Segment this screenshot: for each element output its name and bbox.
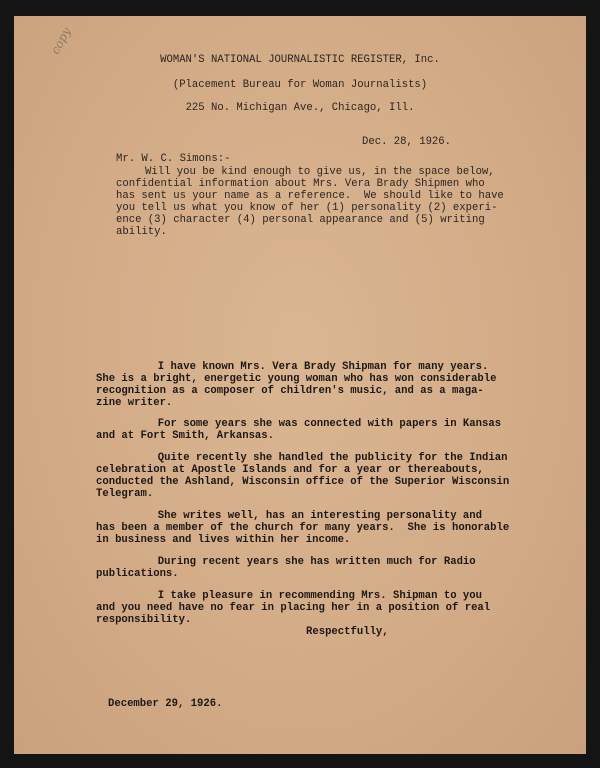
reply-line: and you need have no fear in placing her in a position of real	[96, 602, 491, 614]
reply-line: responsibility.	[96, 614, 192, 626]
reply-line: She writes well, has an interesting personality and	[126, 510, 483, 522]
org-name: WOMAN'S NATIONAL JOURNALISTIC REGISTER, Inc.	[160, 54, 440, 66]
org-subtitle: (Placement Bureau for Woman Journalists)	[172, 79, 428, 91]
request-line: you tell us what you know of her (1) personality (2) experi-	[116, 202, 498, 214]
request-line: Will you be kind enough to give us, in the space below,	[145, 166, 495, 178]
reply-line: Telegram.	[96, 488, 154, 500]
reply-line: publications.	[96, 568, 179, 580]
salutation: Mr. W. C. Simons:-	[116, 153, 231, 165]
letter-date: Dec. 28, 1926.	[362, 136, 452, 148]
request-line: confidential information about Mrs. Vera Brady Shipmen who	[116, 178, 485, 190]
reply-line: Quite recently she handled the publicity for the Indian	[126, 452, 508, 464]
reply-line: celebration at Apostle Islands and for a year or thereabouts,	[96, 464, 484, 476]
reply-line: She is a bright, energetic young woman who has won considerable	[96, 373, 497, 385]
reply-line: conducted the Ashland, Wisconsin office of the Superior Wisconsin	[96, 476, 510, 488]
request-line: has sent us your name as a reference. We should like to have	[116, 190, 504, 202]
reply-line: I take pleasure in recommending Mrs. Shipman to you	[126, 590, 483, 602]
reply-line: I have known Mrs. Vera Brady Shipman for many years.	[126, 361, 489, 373]
reply-line: During recent years she has written much for Radio	[126, 556, 476, 568]
closing: Respectfully,	[306, 626, 389, 638]
reply-line: zine writer.	[96, 397, 173, 409]
request-line: ability.	[116, 226, 167, 238]
org-address: 225 No. Michigan Ave., Chicago, Ill.	[185, 102, 415, 114]
reply-line: and at Fort Smith, Arkansas.	[96, 430, 275, 442]
signed-date: December 29, 1926.	[108, 698, 223, 710]
reply-line: For some years she was connected with papers in Kansas	[126, 418, 502, 430]
reply-line: recognition as a composer of children's music, and as a maga-	[96, 385, 484, 397]
request-line: ence (3) character (4) personal appearance and (5) writing	[116, 214, 485, 226]
reply-line: has been a member of the church for many years. She is honorable	[96, 522, 510, 534]
margin-note: copy	[48, 24, 74, 57]
reply-line: in business and lives within her income.	[96, 534, 351, 546]
